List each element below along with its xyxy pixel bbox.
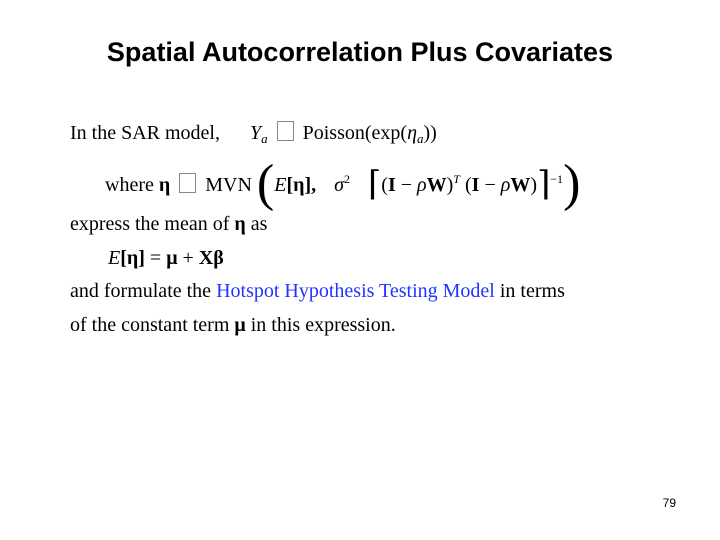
poisson-text: Poisson(exp( bbox=[302, 122, 408, 144]
where-text: where bbox=[105, 174, 154, 196]
page-number: 79 bbox=[662, 496, 676, 510]
mean-as: as bbox=[250, 213, 268, 235]
constant-expression: in this expression. bbox=[250, 314, 396, 336]
inverse-exponent: −1 bbox=[550, 172, 564, 186]
equation-equals: = bbox=[144, 247, 167, 269]
right-bracket-icon: ⌉ bbox=[537, 166, 551, 203]
eta-symbol: η bbox=[407, 122, 417, 144]
formulate-text: and formulate the bbox=[70, 280, 212, 302]
paren-open-1: ( bbox=[381, 174, 388, 196]
model-line bbox=[70, 120, 437, 152]
slide-title: Spatial Autocorrelation Plus Covariates bbox=[106, 37, 614, 67]
sigma-symbol: σ bbox=[334, 174, 344, 196]
w-1: W bbox=[426, 174, 447, 196]
y-symbol: Y bbox=[250, 122, 262, 144]
missing-glyph-icon bbox=[179, 173, 196, 193]
constant-line bbox=[70, 312, 396, 338]
eta-subscript: a bbox=[417, 131, 424, 146]
paren-close-2: ) bbox=[530, 174, 538, 196]
w-2: W bbox=[510, 174, 531, 196]
equation-beta: β bbox=[213, 247, 224, 269]
mean-line bbox=[70, 211, 267, 237]
equation-mu: μ bbox=[166, 247, 178, 269]
eta-expectation: [η], bbox=[286, 174, 317, 196]
constant-mu: μ bbox=[234, 314, 246, 336]
poisson-close: )) bbox=[423, 122, 437, 144]
left-paren-icon: ( bbox=[256, 155, 275, 212]
y-subscript: a bbox=[261, 131, 268, 146]
right-paren-icon: ) bbox=[563, 155, 581, 212]
constant-text: of the constant term bbox=[70, 314, 230, 336]
left-bracket-icon: ⌈ bbox=[368, 166, 382, 203]
mean-text: express the mean of bbox=[70, 213, 230, 235]
identity-2: I bbox=[471, 174, 480, 196]
mvn-text: MVN bbox=[205, 174, 252, 196]
paren-open-2: ( bbox=[464, 174, 472, 196]
equation-eta: [η] bbox=[120, 247, 145, 269]
hotspot-model-link[interactable]: Hotspot Hypothesis Testing Model bbox=[216, 280, 495, 302]
minus-2: − bbox=[479, 174, 501, 196]
mean-eta: η bbox=[234, 213, 246, 235]
equation-line bbox=[108, 245, 224, 271]
equation-e: E bbox=[108, 247, 121, 269]
rho-1: ρ bbox=[417, 174, 427, 196]
rho-2: ρ bbox=[500, 174, 511, 196]
minus-1: − bbox=[395, 174, 418, 196]
model-intro: In the SAR model, bbox=[70, 122, 220, 144]
expectation-symbol: E bbox=[274, 174, 287, 196]
eta-bold: η bbox=[158, 174, 171, 196]
equation-x: X bbox=[198, 247, 214, 269]
formulate-line bbox=[70, 278, 565, 304]
equation-plus: + bbox=[177, 247, 199, 269]
sigma-exponent: 2 bbox=[344, 172, 350, 186]
mvn-line bbox=[105, 155, 581, 212]
paren-close-1: ) bbox=[446, 174, 454, 196]
missing-glyph-icon bbox=[277, 121, 294, 141]
transpose-symbol: T bbox=[453, 172, 460, 186]
identity-1: I bbox=[387, 174, 396, 196]
formulate-terms: in terms bbox=[499, 280, 565, 302]
